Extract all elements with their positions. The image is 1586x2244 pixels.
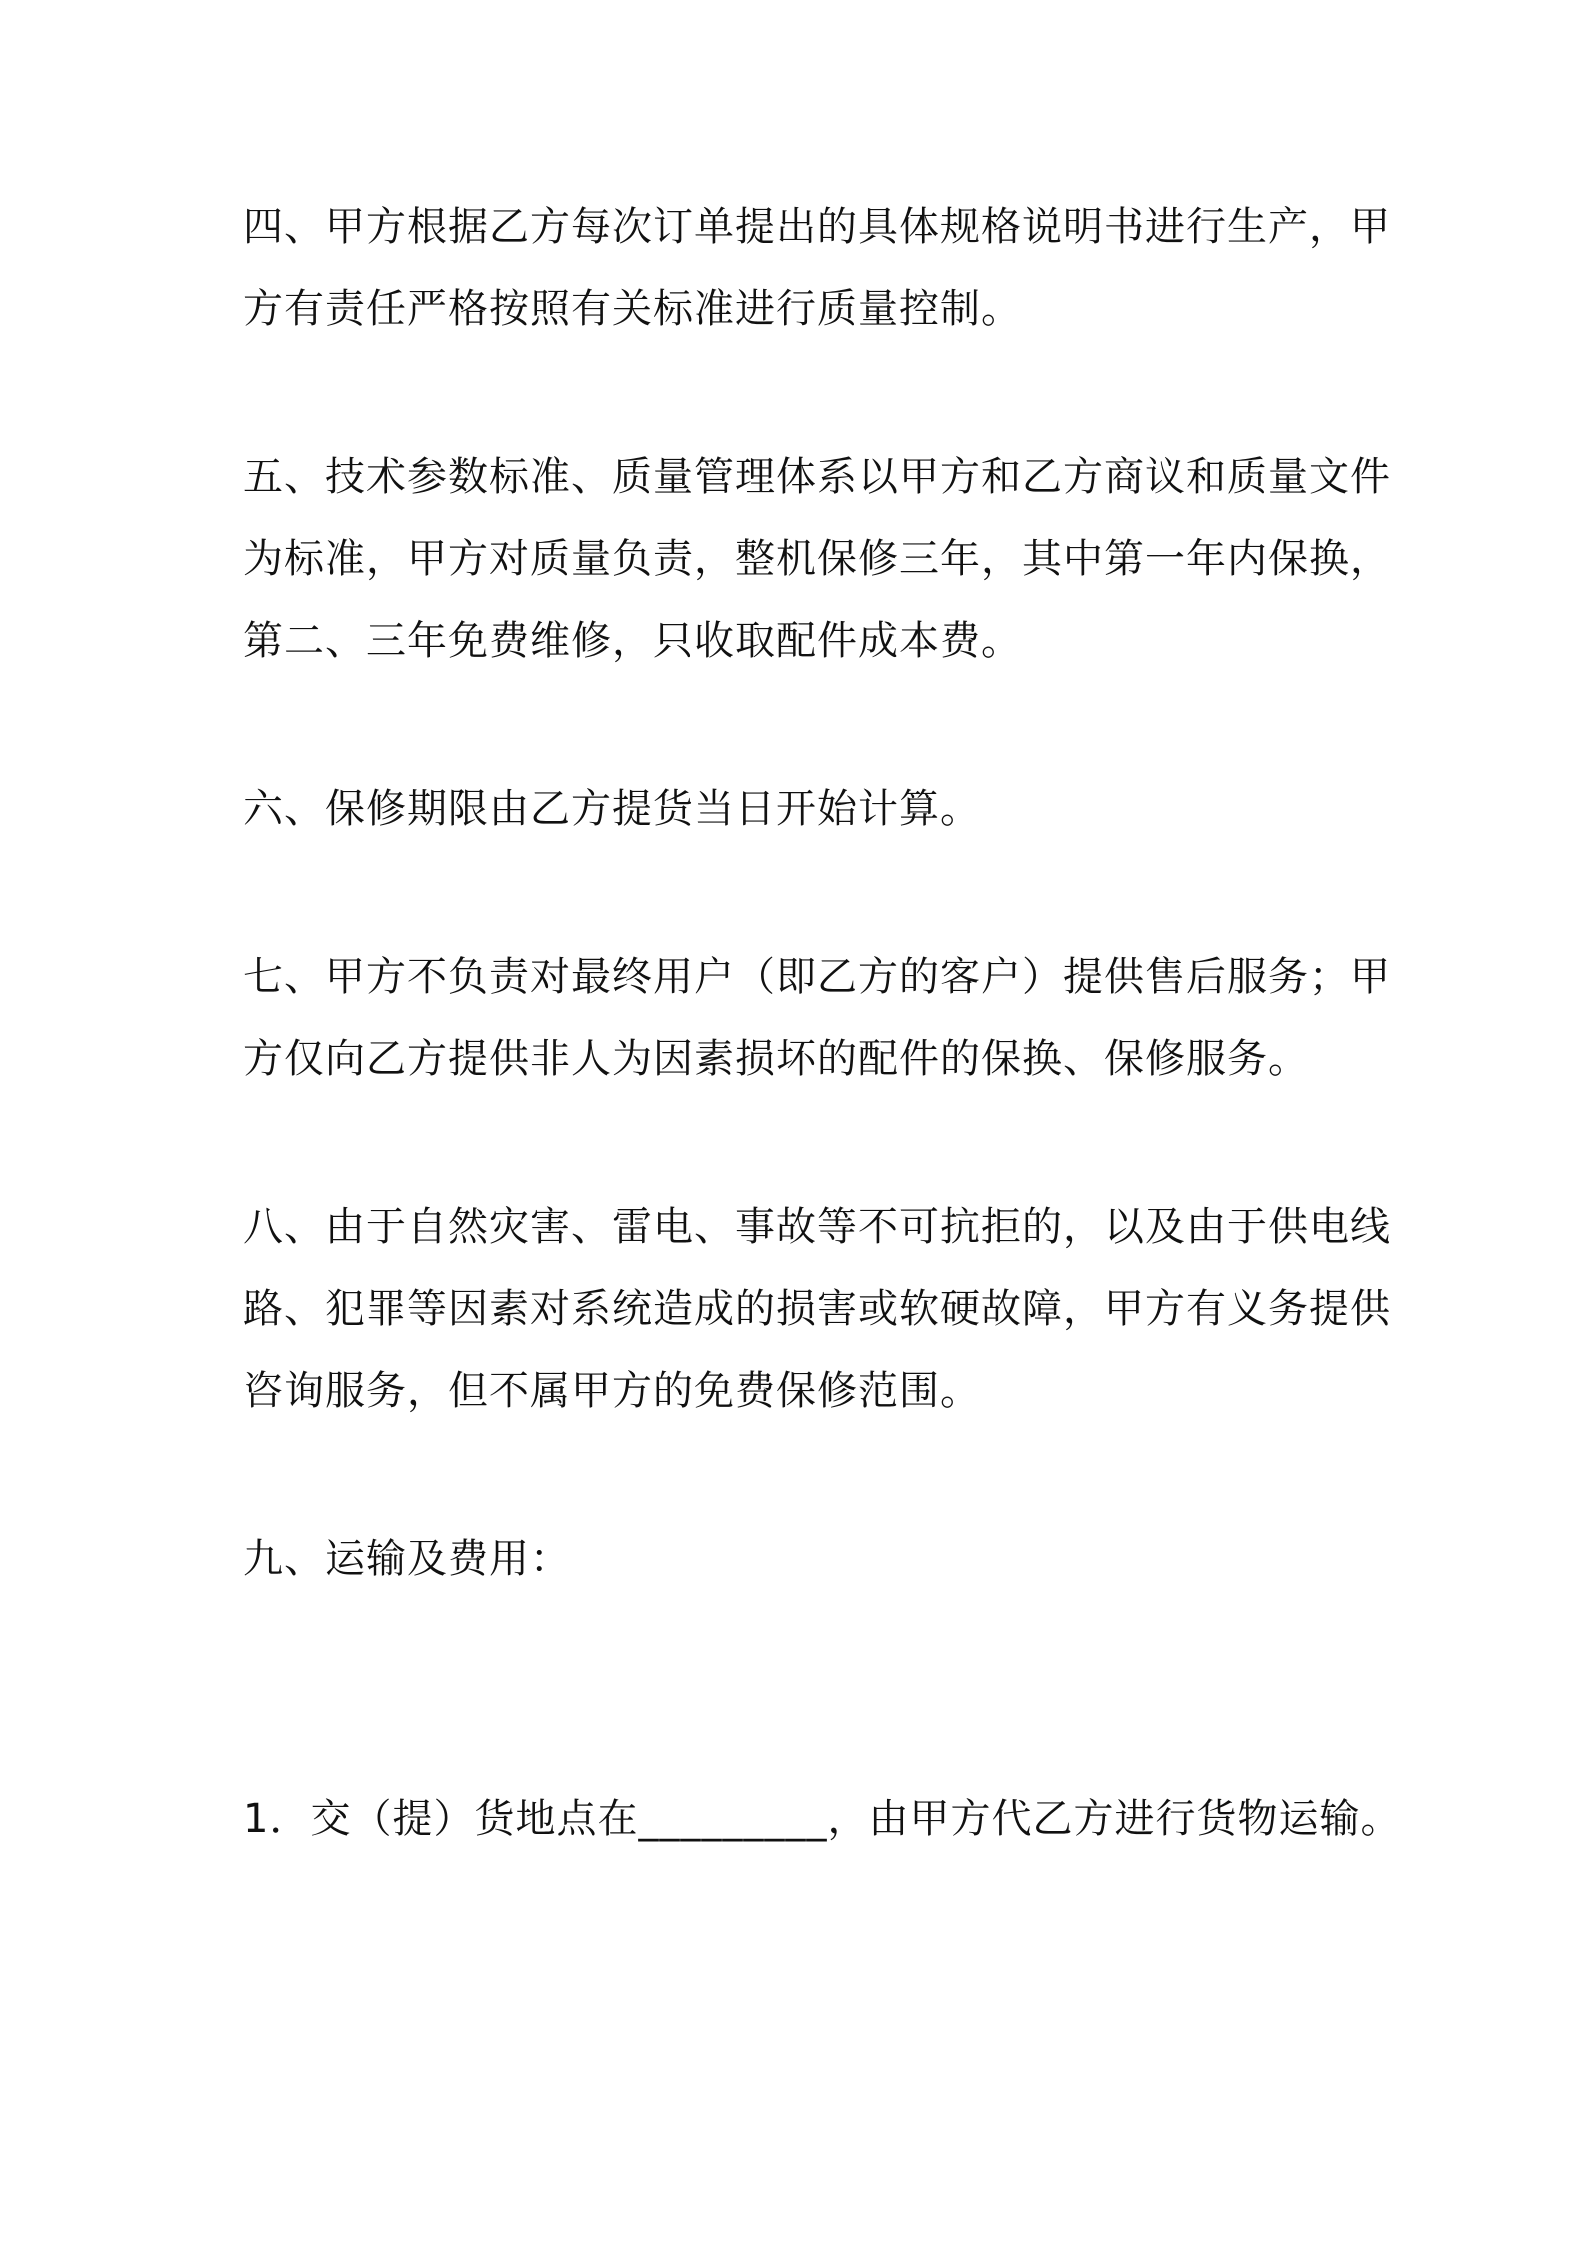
clause-7-paragraph [243, 936, 1391, 1100]
text-line: 四、甲方根据乙方每次订单提出的具体规格说明书进行生产，甲 [243, 204, 1391, 250]
text-line: 九、运输及费用： [243, 1536, 571, 1582]
text-line: 八、由于自然灾害、雷电、事故等不可抗拒的，以及由于供电线 [243, 1204, 1391, 1250]
text-line: 咨询服务，但不属甲方的免费保修范围。 [243, 1368, 981, 1414]
clause-4-paragraph [243, 186, 1391, 350]
clause-6-paragraph [243, 768, 1363, 850]
text-line: 方有责任严格按照有关标准进行质量控制。 [243, 286, 1022, 332]
text-line: 为标准，甲方对质量负责，整机保修三年，其中第一年内保换， [243, 536, 1391, 582]
clause-9-1-paragraph [243, 1778, 1402, 1860]
text-line: 七、甲方不负责对最终用户（即乙方的客户）提供售后服务；甲 [243, 954, 1391, 1000]
text-line: 路、犯罪等因素对系统造成的损害或软硬故障，甲方有义务提供 [243, 1286, 1391, 1332]
text-line: 方仅向乙方提供非人为因素损坏的配件的保换、保修服务。 [243, 1036, 1309, 1082]
text-line: 五、技术参数标准、质量管理体系以甲方和乙方商议和质量文件 [243, 454, 1391, 500]
clause-8-paragraph [243, 1186, 1391, 1432]
text-line: 1．交（提）货地点在_________，由甲方代乙方进行货物运输。 [243, 1796, 1402, 1842]
text-line: 第二、三年免费维修，只收取配件成本费。 [243, 618, 1022, 664]
clause-9-heading [243, 1518, 1363, 1600]
clause-5-paragraph [243, 436, 1391, 682]
text-line: 六、保修期限由乙方提货当日开始计算。 [243, 786, 981, 832]
